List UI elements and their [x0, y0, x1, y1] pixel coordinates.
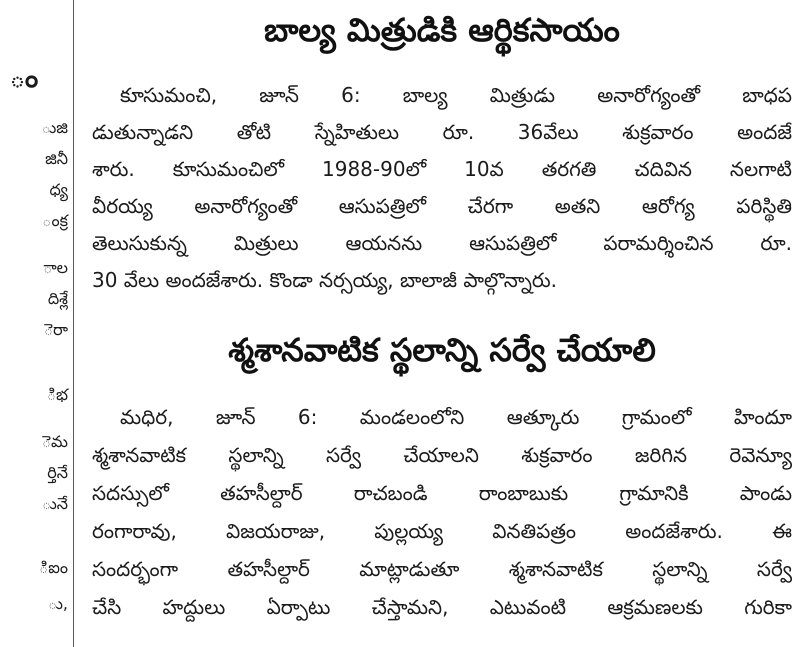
- story-1-line: కూసుమంచి, జూన్ 6: బాల్య మిత్రుడు అనారోగ్యంతో బాధప: [120, 83, 792, 107]
- adjacent-column-line: ెరా: [43, 320, 68, 339]
- adjacent-column-line: ధ్య: [49, 180, 68, 199]
- adjacent-column-line: ు,: [48, 594, 68, 613]
- main-column: [92, 0, 792, 647]
- column-divider: [73, 0, 74, 647]
- story-1-line: వీరయ్య అనారోగ్యంతో ఆసుపత్రిలో చేరగా అతని ఆరోగ్య పరిస్థితి: [92, 194, 792, 218]
- story-2-line: చేసి హద్దులు ఏర్పాటు చేస్తామని, ఎటువంటి ఆక్రమణలకు గురికా: [92, 595, 792, 619]
- adjacent-column: [0, 0, 72, 647]
- story-1-line: శారు. కూసుమంచిలో 1988-90లో 10వ తరగతి చదివిన నలగాటి: [92, 157, 792, 181]
- adjacent-column-line: ిఐం: [39, 558, 68, 577]
- adjacent-column-line: ిభ: [46, 385, 68, 404]
- adjacent-column-line: ుజి: [41, 118, 68, 137]
- story-2-line: సదస్సులో తహసీల్దార్ రాచబండి రాంబాబుకు గ్రామానికి పాండు: [92, 481, 792, 505]
- story-1-line: డుతున్నాడని తోటి స్నేహితులు రూ. 36వేలు శుక్రవారం అందజే: [92, 120, 792, 144]
- story-2-headline: శ్మశానవాటిక స్థలాన్ని సర్వే చేయాలి: [228, 331, 656, 369]
- adjacent-column-line: ునే: [41, 494, 68, 513]
- story-1-line: తెలుసుకున్న మిత్రులు ఆయనను ఆసుపత్రిలో పరామర్శించిన రూ.: [92, 231, 792, 255]
- adjacent-column-line: ంక్ర: [42, 211, 68, 230]
- adjacent-column-line: జినీ: [45, 149, 68, 168]
- story-2-line: సందర్భంగా తహసీల్దార్ మాట్లాడుతూ శ్మశానవాటిక స్థలాన్ని సర్వే: [92, 557, 792, 581]
- story-2-line: మధిర, జూన్ 6: మండలంలోని ఆత్కూరు గ్రామంలో హిందూ: [120, 405, 792, 429]
- adjacent-column-line: దిశ్లే: [47, 289, 68, 308]
- adjacent-column-line: ాల: [43, 258, 68, 277]
- story-1-line: 30 వేలు అందజేశారు. కొండా నర్సయ్య, బాలాజీ పాల్గొన్నారు.: [92, 268, 558, 292]
- story-1-headline: బాల్య మిత్రుడికి ఆర్థికసాయం: [264, 11, 620, 49]
- story-2-line: శ్మశానవాటిక స్థలాన్ని సర్వే చేయాలని శుక్రవారం జరిగిన రెవెన్యూ: [92, 443, 792, 467]
- adjacent-column-line: ెమ: [41, 432, 68, 451]
- story-2-line: రంగారావు, విజయరాజు, పుల్లయ్య వినతిపత్రం అందజేశారు. ఈ: [92, 519, 792, 543]
- adjacent-column-line: ర్తినే: [47, 463, 68, 482]
- adjacent-column-heading: ం: [10, 64, 39, 94]
